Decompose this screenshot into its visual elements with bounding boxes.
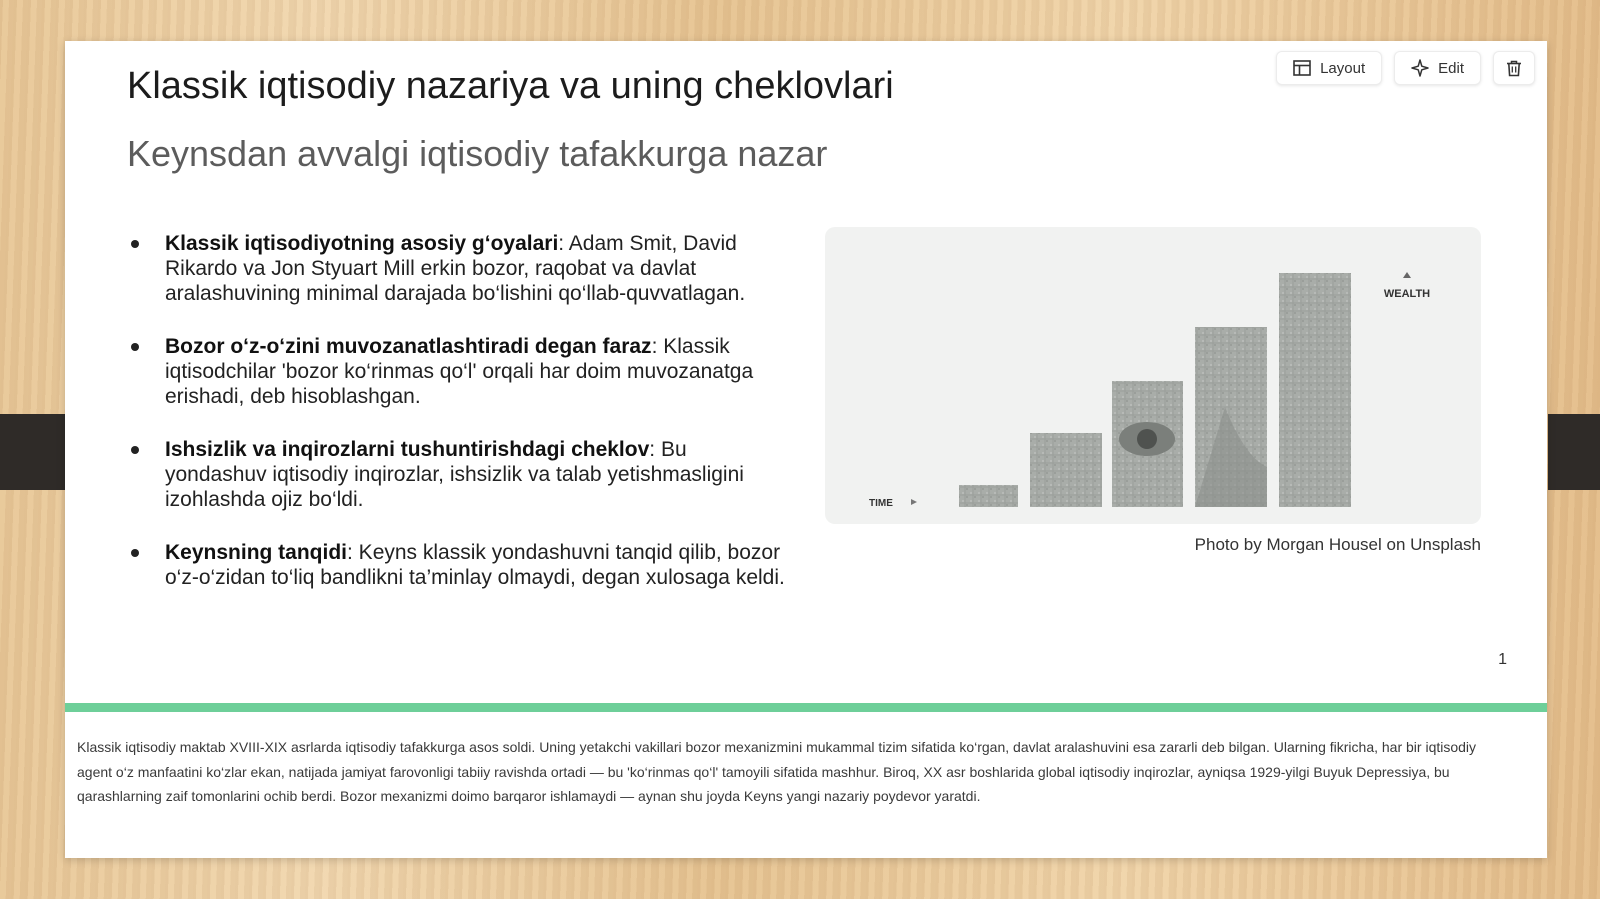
growth-bar bbox=[1030, 433, 1102, 507]
growth-bar bbox=[1279, 273, 1351, 507]
bullet-item bbox=[127, 334, 787, 409]
arrow-up-icon bbox=[1403, 272, 1411, 278]
slide-toolbar bbox=[1276, 51, 1535, 85]
photo-caption: Photo by Morgan Housel on Unsplash bbox=[1194, 535, 1481, 554]
bullet-text: : Keyns klassik yondashuvni tanqid qilib, bozor o‘z-o‘zidan to‘liq bandlikni ta’minlay olmaydi, degan xulosaga keldi. bbox=[165, 541, 785, 589]
edit-button[interactable] bbox=[1394, 51, 1481, 85]
bullet-text: : Bu yondashuv iqtisodiy inqirozlar, ishsizlik va talab yetishmasligini izohlashda ojiz bo‘ldi. bbox=[165, 438, 744, 511]
background-band-left bbox=[0, 414, 66, 490]
bullet-text: : Klassik iqtisodchilar 'bozor ko‘rinmas qo‘l' orqali har doim muvozanatga erishadi, deb hisoblashgan. bbox=[165, 335, 754, 408]
growth-bar bbox=[959, 485, 1018, 507]
slide-subtitle: Keynsdan avvalgi iqtisodiy tafakkurga nazar bbox=[127, 133, 828, 174]
page-number: 1 bbox=[1498, 651, 1507, 668]
layout-icon bbox=[1293, 60, 1311, 76]
edit-button-label: Edit bbox=[1438, 59, 1464, 77]
bullet-heading: Klassik iqtisodiyotning asosiy g‘oyalari bbox=[165, 232, 559, 255]
background-band-right bbox=[1548, 414, 1600, 490]
accent-divider bbox=[65, 703, 1547, 712]
slide-canvas bbox=[65, 41, 1547, 703]
bullet-list bbox=[127, 231, 787, 618]
bullet-text: : Adam Smit, David Rikardo va Jon Styuart Mill erkin bozor, raqobat va davlat aralashuvining minimal darajada bo‘lishini qo‘llab-quvvatlagan. bbox=[165, 232, 746, 305]
layout-button-label: Layout bbox=[1320, 59, 1366, 77]
wealth-label: WEALTH bbox=[1383, 288, 1431, 300]
speaker-notes[interactable]: Klassik iqtisodiy maktab XVIII-XIX asrlarda iqtisodiy tafakkurga asos soldi. Uning yetakchi vakillari bozor mexanizmini mukammal tizim sifatida ko‘rgan, davlat aralashuvini esa zararli deb bilgan. Ularning fikricha, har bir iqtisodiy agent o‘z manfaatini ko‘zlar ekan, natijada jamiyat farovonligi tabiiy ravishda ortadi — bu 'ko‘rinmas qo‘l' tamoyili sifatida mashhur. Biroq, XX asr boshlarida global iqtisodiy inqirozlar, ayniqsa 1929-yilgi Buyuk Depressiya, bu qarashlarning zaif tomonlarini ochib berdi. Bozor mexanizmi doimo barqaror ishlamaydi — aynan shu joyda Keyns yangi nazariy poydevor yaratdi. bbox=[77, 739, 1477, 804]
sparkle-icon bbox=[1411, 59, 1429, 77]
delete-button[interactable] bbox=[1493, 51, 1535, 85]
time-label: TIME bbox=[869, 498, 893, 509]
bullet-heading: Keynsning tanqidi bbox=[165, 541, 348, 564]
slide-photo bbox=[825, 227, 1481, 524]
bullet-heading: Bozor o‘z-o‘zini muvozanatlashtiradi degan faraz bbox=[165, 335, 652, 358]
slide-title: Klassik iqtisodiy nazariya va uning cheklovlari bbox=[127, 65, 894, 107]
layout-button[interactable] bbox=[1276, 51, 1382, 85]
bullet-item bbox=[127, 437, 787, 512]
slide-card bbox=[65, 41, 1547, 858]
trash-icon bbox=[1506, 60, 1522, 77]
eye-detail bbox=[1137, 429, 1157, 449]
bullet-item bbox=[127, 540, 787, 590]
bullet-heading: Ishsizlik va inqirozlarni tushuntirishdagi cheklov bbox=[165, 438, 650, 461]
arrow-right-icon bbox=[911, 499, 917, 505]
bullet-item bbox=[127, 231, 787, 306]
